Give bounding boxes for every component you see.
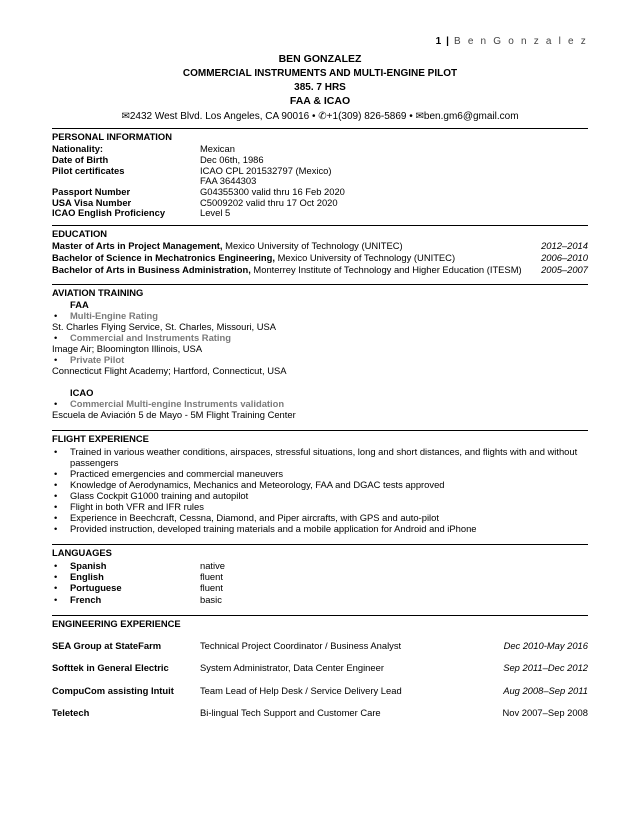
section-heading: ENGINEERING EXPERIENCE [52,615,588,630]
personal-row: Nationality: Mexican [52,143,235,154]
training-title: • Commercial Multi-engine Instruments validation [54,398,285,409]
training-place: Image Air; Bloomington Illinois, USA [52,343,203,354]
language-row: • Spanish native [54,560,226,571]
candidate-title: COMMERCIAL INSTRUMENTS AND MULTI-ENGINE PILOT [182,68,458,79]
section-heading: EDUCATION [52,225,588,240]
faa-label: FAA [70,299,89,310]
flight-item: • Trained in various weather conditions, airspaces, stressful situations, long and short distances, and flights with and without [54,446,578,457]
language-row: • French basic [54,594,222,605]
language-row: • Portuguese fluent [54,582,223,593]
section-heading: PERSONAL INFORMATION [52,128,588,143]
personal-row: Pilot certificates ICAO CPL 201532797 (Mexico) [52,165,332,176]
flight-item: • Provided instruction, developed training materials and a mobile application for Android and iPhone [54,523,477,534]
phone-icon: ✆ [318,111,327,122]
email[interactable]: ben.gm6@gmail.com [423,111,519,122]
personal-row: FAA 3644303 [200,175,257,186]
job-row: SEA Group at StateFarm Technical Project Coordinator / Business Analyst Dec 2010-May 2016 [52,640,588,651]
address: 2432 West Blvd. Los Angeles, CA 90016 • [129,111,316,122]
section-heading: AVIATION TRAINING [52,284,588,299]
aviation-section [52,284,588,299]
job-row: Softtek in General Electric System Administrator, Data Center Engineer Sep 2011–Dec 2012 [52,662,588,673]
languages-section [52,544,588,559]
training-title: • Multi-Engine Rating [54,310,159,321]
flight-item: • Knowledge of Aerodynamics, Mechanics and Meteorology, FAA and DGAC tests approved [54,479,445,490]
page-number: 1 | B e n G o n z a l e z [435,36,588,47]
flight-item: • Flight in both VFR and IFR rules [54,501,204,512]
flight-item: • Experience in Beechcraft, Cessna, Diamond, and Piper aircrafts, with GPS and auto-pilot [54,512,439,523]
education-section [52,225,588,240]
phone: +1(309) 826-5869 • [326,111,413,122]
personal-row: USA Visa Number C5009202 valid thru 17 Oct 2020 [52,197,338,208]
training-place: Escuela de Aviación 5 de Mayo - 5M Flight Training Center [52,409,296,420]
candidate-name: BEN GONZALEZ [278,53,362,65]
flight-item: • Glass Cockpit G1000 training and autopilot [54,490,249,501]
personal-row: ICAO English Proficiency Level 5 [52,207,231,218]
flight-hours: 385. 7 HRS [294,82,346,93]
education-row: Bachelor of Arts in Business Administration, Monterrey Institute of Technology and Higher Education (ITESM) 2005–2007 [52,264,588,275]
education-row: Bachelor of Science in Mechatronics Engineering, Mexico University of Technology (UNITEC) 2006–2010 [52,252,588,263]
personal-section [52,128,588,143]
training-place: Connecticut Flight Academy; Hartford, Connecticut, USA [52,365,287,376]
training-place: St. Charles Flying Service, St. Charles, Missouri, USA [52,321,277,332]
section-heading: FLIGHT EXPERIENCE [52,430,588,445]
flight-item-cont: passengers [70,457,119,468]
job-row: CompuCom assisting Intuit Team Lead of Help Desk / Service Delivery Lead Aug 2008–Sep 2011 [52,685,588,696]
flight-item: • Practiced emergencies and commercial maneuvers [54,468,284,479]
flight-section [52,430,588,445]
section-heading: LANGUAGES [52,544,588,559]
icao-label: ICAO [70,387,94,398]
envelope-icon: ✉ [415,111,424,122]
job-row: Teletech Bi-lingual Tech Support and Customer Care Nov 2007–Sep 2008 [52,707,588,718]
mailbox-icon: ✉ [121,111,130,122]
contact-line [52,111,588,122]
personal-row: Passport Number G04355300 valid thru 16 Feb 2020 [52,186,345,197]
education-row: Master of Arts in Project Management, Mexico University of Technology (UNITEC) 2012–2014 [52,240,588,251]
personal-row: Date of Birth Dec 06th, 1986 [52,154,264,165]
language-row: • English fluent [54,571,223,582]
certification-line: FAA & ICAO [289,95,351,107]
training-title: • Private Pilot [54,354,125,365]
training-title: • Commercial and Instruments Rating [54,332,231,343]
engineering-section [52,615,588,630]
